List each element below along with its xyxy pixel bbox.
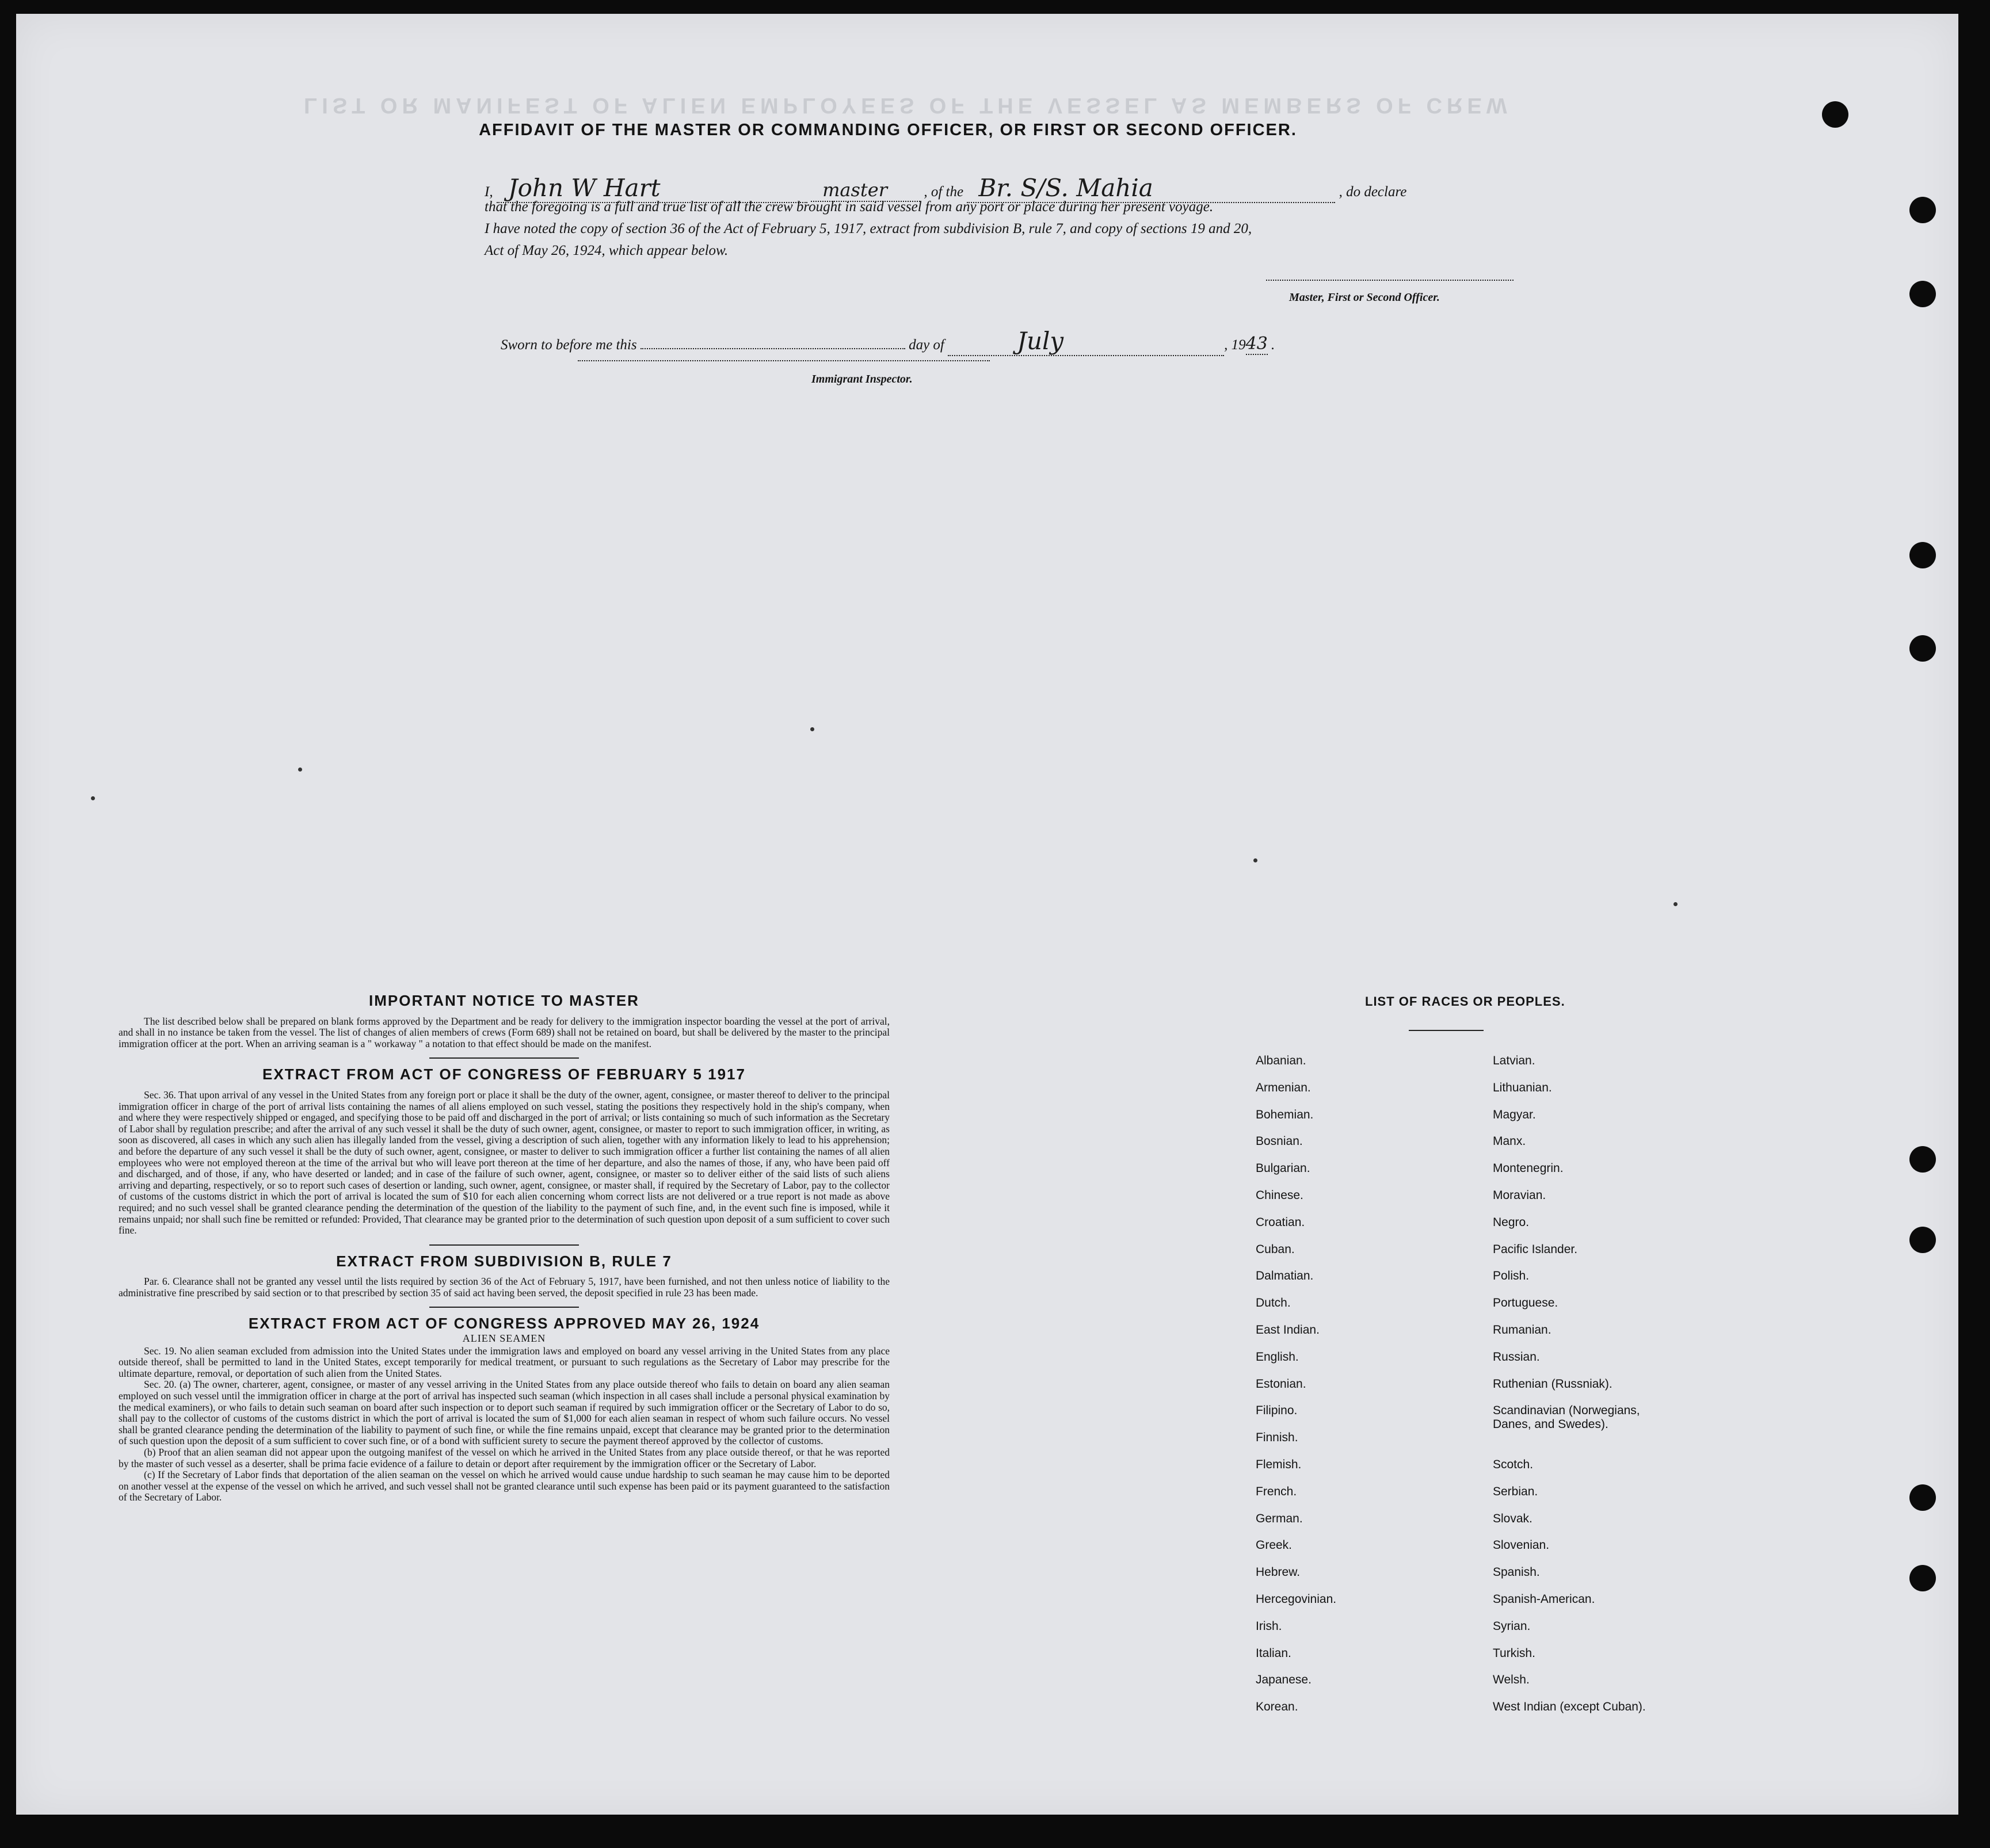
extract2-text: Par. 6. Clearance shall not be granted any vessel until the lists required by section 36 of the Act of February 5, 1917, have been furnished, and not then unless notice of liability to the administrative fine prescribed by said section or to that prescribed by section 35 of said act having been served, the deposit specified in rule 23 has been made. [119,1276,890,1299]
races-column-2 [1493,1054,1665,1727]
do-declare-label: , do declare [1339,184,1407,200]
sworn-label: Sworn to before me this [501,337,637,353]
race-item: Italian. [1256,1646,1291,1660]
race-item: Magyar. [1493,1108,1536,1121]
extract3-title: EXTRACT FROM ACT OF CONGRESS APPROVED MAY 26, 1924 [248,1315,760,1332]
divider [1409,1030,1484,1031]
race-item: East Indian. [1256,1323,1320,1337]
race-item: Bulgarian. [1256,1162,1310,1175]
sworn-line: Sworn to before me this day of July , 1943 . [501,327,1275,355]
day-of-label: day of [909,337,944,353]
punch-hole [1909,542,1936,568]
section-20c-text: (c) If the Secretary of Labor finds that deportation of the alien seaman on the vessel on which he arrived would cause undue hardship to such seaman he may cause him to be deported on another vessel at the expense of the vessel on which he arrived, and such vessel shall not be granted clearance until such expense has been paid or its payment guaranteed to the satisfaction of the Secretary of Labor. [119,1469,890,1503]
race-item: Hebrew. [1256,1566,1301,1579]
signature-caption: Master, First or Second Officer. [1289,291,1440,304]
race-item: Spanish-American. [1493,1592,1595,1606]
i-label: I, [485,184,493,200]
inspector-signature-line [578,360,990,361]
race-item: Filipino. [1256,1404,1298,1418]
race-item: Greek. [1256,1538,1293,1552]
race-item: Scandinavian (Norwegians, Danes, and Swedes). [1493,1404,1640,1431]
year-handwritten: 43 [1245,334,1268,354]
divider [429,1057,579,1059]
punch-hole [1822,101,1848,128]
month-handwritten: July [948,327,1224,356]
punch-hole [1909,197,1936,223]
race-item: Albanian. [1256,1054,1306,1067]
race-item: Syrian. [1493,1619,1531,1633]
signature-line [1266,280,1514,281]
race-item: Rumanian. [1493,1323,1551,1337]
vessel-name-handwritten: Br. S/S. Mahia [967,174,1335,203]
race-item: Flemish. [1256,1457,1302,1471]
race-item: Latvian. [1493,1054,1535,1067]
race-item: Turkish. [1493,1646,1535,1660]
inspector-caption: Immigrant Inspector. [811,373,913,385]
race-item: Polish. [1493,1269,1530,1283]
punch-hole [1909,1565,1936,1591]
year-prefix: 19 [1231,337,1246,353]
section-20a-text: Sec. 20. (a) The owner, charterer, agent, consignee, or master of any vessel arriving in the United States from any place outside thereof who fails to detain on board any alien seaman employed on such vessel until the immigration officer in charge at the port of arrival has inspected such seaman (which inspection in all cases shall include a personal physical examination by the medical examiners), or who fails to detain such seaman on board after such inspection or to deport such seaman if required by such immigration officer or the Secretary of Labor to do so, shall pay to the collector of customs of the customs district in which the port of arrival is located the sum of $1,000 for each alien seaman in respect of whom such failure occurs. No vessel shall be granted clearance pending the determination of the liability to payment of such fine, or while the fine remains unpaid, except that clearance may be granted prior to the determination of such question upon the deposit of a sum sufficient to cover such fine, or of a bond with sufficient surety to secure the payment thereof approved by the collector of customs. [119,1379,890,1447]
race-item: Finnish. [1256,1431,1298,1445]
rank-handwritten: master [811,179,920,202]
race-item: English. [1256,1350,1299,1364]
ink-speck [298,768,302,772]
manifest-page [16,14,1958,1815]
ink-speck [1253,858,1257,862]
race-item: Korean. [1256,1700,1298,1714]
affidavit-text-line: Act of May 26, 1924, which appear below. [485,243,729,258]
race-item: Chinese. [1256,1188,1303,1202]
ink-speck [810,727,814,731]
race-item: Japanese. [1256,1673,1312,1687]
notice-section [119,992,890,1503]
affidavit-text-line: I have noted the copy of section 36 of the Act of February 5, 1917, extract from subdivision B, rule 7, and copy of sections 19 and 20, [485,221,1252,236]
race-item: German. [1256,1511,1303,1525]
race-item: Montenegrin. [1493,1162,1564,1175]
bleed-through-text: LIST OR MANIFEST OF ALIEN EMPLOYEES OF THE VESSEL AS MEMBERS OF CREW [304,93,1512,117]
divider [429,1307,579,1308]
race-item: Ruthenian (Russniak). [1493,1377,1612,1391]
extract3-subtitle: ALIEN SEAMEN [462,1332,546,1345]
race-item: Cuban. [1256,1242,1295,1256]
race-item: Lithuanian. [1493,1080,1552,1094]
punch-hole [1909,635,1936,662]
of-the-label: , of the [924,184,964,200]
race-item: Pacific Islander. [1493,1242,1578,1256]
race-item: Dalmatian. [1256,1269,1314,1283]
punch-hole [1909,1227,1936,1253]
punch-hole [1909,1484,1936,1511]
race-item: Bohemian. [1256,1108,1314,1121]
ink-speck [1673,902,1678,906]
race-item: French. [1256,1484,1297,1498]
race-item: West Indian (except Cuban). [1493,1700,1646,1714]
extract2-title: EXTRACT FROM SUBDIVISION B, RULE 7 [336,1252,672,1270]
affidavit-text-line: that the foregoing is a full and true list of all the crew brought in said vessel from any port or place during her present voyage. [485,199,1214,215]
race-item: Hercegovinian. [1256,1592,1337,1606]
race-item: Serbian. [1493,1484,1538,1498]
race-item: Portuguese. [1493,1296,1558,1310]
race-item: Estonian. [1256,1377,1306,1391]
punch-hole [1909,1146,1936,1173]
race-item: Croatian. [1256,1215,1305,1229]
race-item: Slovak. [1493,1511,1532,1525]
section-20b-text: (b) Proof that an alien seaman did not appear upon the outgoing manifest of the vessel on which he arrived in the United States from any place outside thereof, or that he was reported by the master of such vessel as a deserter, shall be prima facie evidence of a failure to detain or deport after requirement by the immigration officer or the Secretary of Labor. [119,1446,890,1469]
master-name-handwritten: John W Hart [497,174,807,203]
race-item: Russian. [1493,1350,1540,1364]
race-item: Scotch. [1493,1457,1534,1471]
extract1-text: Sec. 36. That upon arrival of any vessel in the United States from any foreign port or place it shall be the duty of the owner, agent, consignee, or master thereof to deliver to the principal immigration officer in charge of the port of arrival lists containing the names of all aliens employed on such vessel, stating the positions they respectively hold in the ship's company, when and where they were respectively shipped or engaged, and specifying those to be paid off and discharged in the port of arrival; or lists containing so much of such information as the Secretary of Labor shall by regulation prescribe; and after the arrival of any such vessel it shall be the duty of such owner, agent, consignee, or master to report to such immigration officer, in writing, as soon as discovered, all cases in which any such alien has illegally landed from the vessel, giving a description of such alien, together with any information likely to lead to his apprehension; and before the departure of any such vessel it shall be the duty of such owner, agent, consignee, or master to deliver to such immigration officer a further list containing the names of all alien employees who were not employed thereon at the time of the arrival but who will leave port thereon at the time of her departure, and also the names of those, if any, who have been paid off and discharged, and of those, if any, who have deserted or landed; and in case of the failure of such owner, agent, consignee, or master so to deliver either of the said lists of such aliens arriving and departing, respectively, or so to report such cases of desertion or landing, such owner, agent, consignee, or master shall, if required by the Secretary of Labor, pay to the collector of customs of the customs district in which the port of arrival is located the sum of $10 for each alien concerning whom correct lists are not delivered or a true report is not made as above required; and no such vessel shall be granted clearance pending the determination of the question of the liability to the payment of such fine, and, in the event such fine is imposed, while it remains unpaid; nor shall such fine be remitted or refunded: Provided, That clearance may be granted prior to the determination of such question upon deposit of a sum sufficient to cover such fine. [119,1089,890,1236]
section-19-text: Sec. 19. No alien seaman excluded from admission into the United States under the immigration laws and employed on board any vessel arriving in the United States from any place outside thereof, shall be permitted to land in the United States, except temporarily for medical treatment, or pursuant to such regulations as the Secretary of Labor may prescribe for the ultimate departure, removal, or deportation of such alien from the United States. [119,1345,890,1379]
extract1-title: EXTRACT FROM ACT OF CONGRESS OF FEBRUARY 5 1917 [262,1066,746,1083]
race-item: Welsh. [1493,1673,1530,1687]
day-blank [641,348,905,349]
race-item: Armenian. [1256,1080,1311,1094]
race-item: Manx. [1493,1135,1526,1148]
ink-speck [91,796,95,800]
divider [429,1244,579,1246]
affidavit-title: AFFIDAVIT OF THE MASTER OR COMMANDING OFFICER, OR FIRST OR SECOND OFFICER. [479,121,1297,139]
race-item: Dutch. [1256,1296,1291,1310]
race-item: Negro. [1493,1215,1530,1229]
races-column-1 [1256,1054,1336,1727]
notice-text: The list described below shall be prepared on blank forms approved by the Department and be ready for delivery to the immigration inspector boarding the vessel at the port of arrival, and shall in no instance be taken from the vessel. The list of changes of alien members of crews (Form 689) shall not be retained on board, but shall be delivered by the master to the principal immigration officer at the port. When an arriving seaman is a " workaway " a notation to that effect should be made on the manifest. [119,1015,890,1049]
race-item: Slovenian. [1493,1538,1550,1552]
notice-title: IMPORTANT NOTICE TO MASTER [369,992,639,1009]
race-item: Spanish. [1493,1566,1540,1579]
races-list-title: LIST OF RACES OR PEOPLES. [1365,994,1565,1009]
race-item: Irish. [1256,1619,1282,1633]
race-item: Moravian. [1493,1188,1546,1202]
race-item: Bosnian. [1256,1135,1303,1148]
punch-hole [1909,281,1936,307]
